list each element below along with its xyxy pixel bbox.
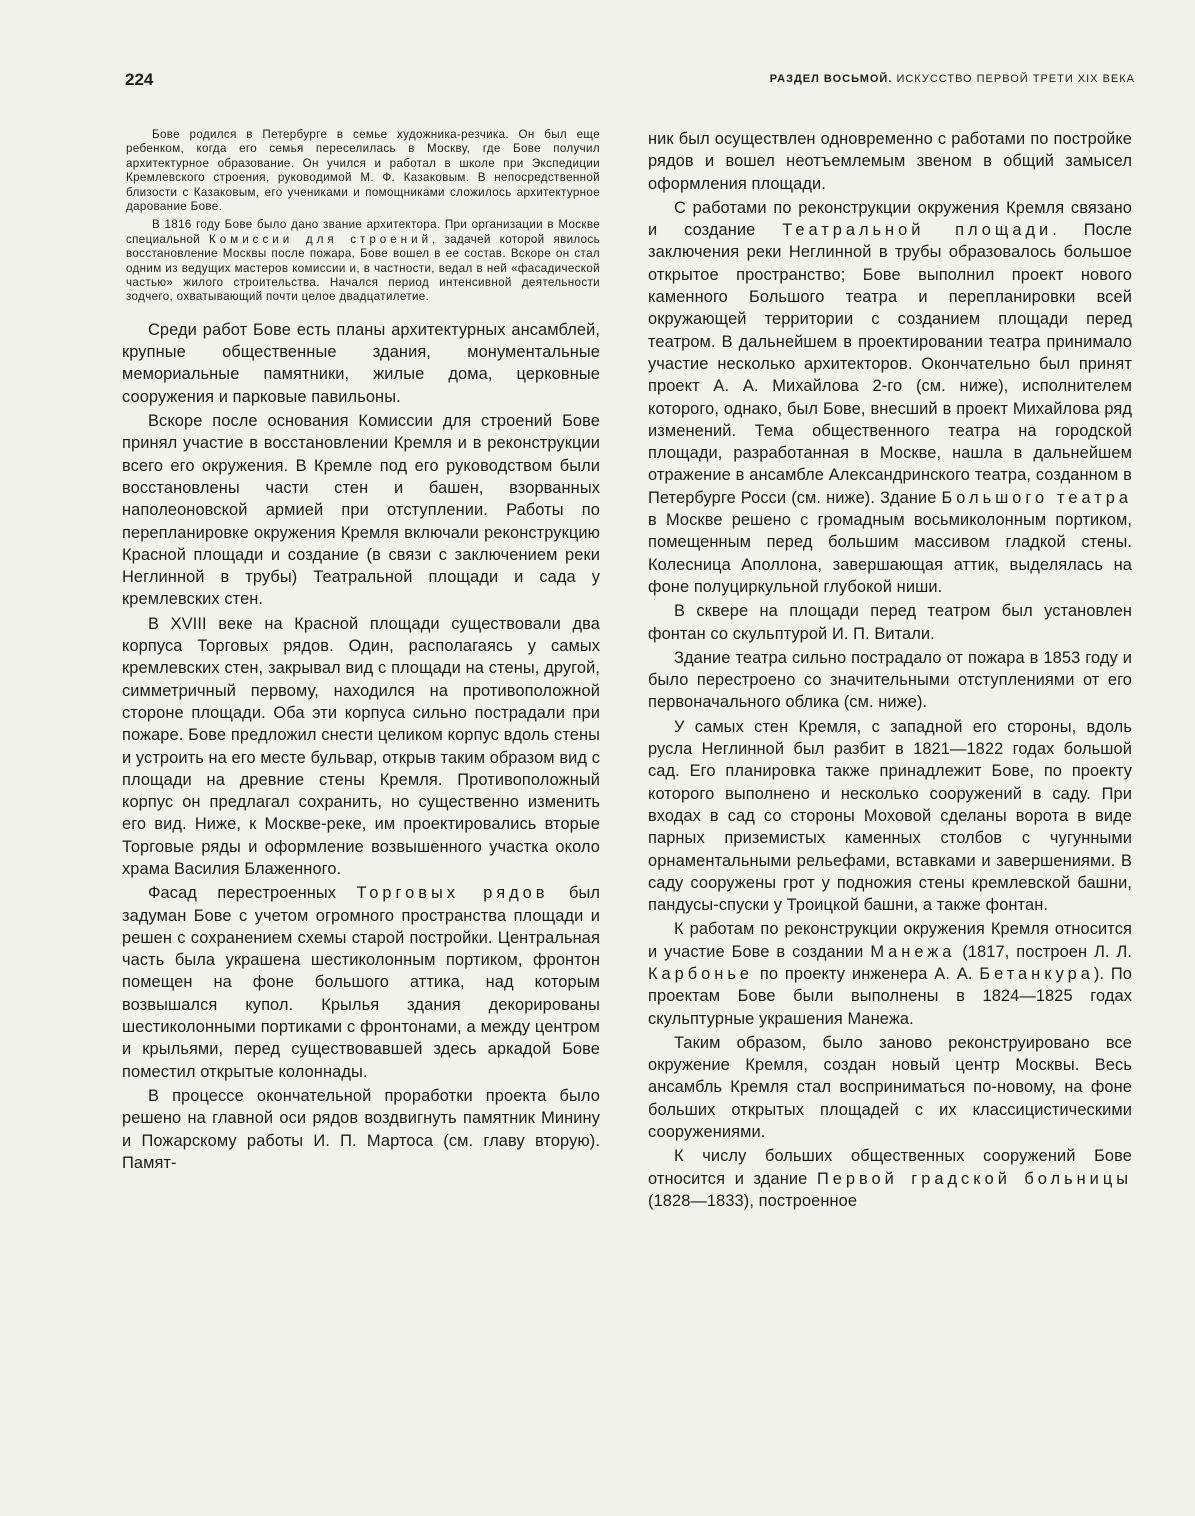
body-spaced-text: Торговых рядов [356, 884, 549, 903]
body-paragraph [648, 197, 1132, 598]
body-paragraph [122, 882, 600, 1083]
body-text: был задуман Бове с учетом огромного пространства площади и решен с сохранением схемы старой постройки. Центральная часть была украшена шестиколонным портиком, фронтон помещен на фоне большого аттика, над которым возвышался купол. Крылья здания декорированы шестиколонными портиками с фронтонами, а между центром и крыльями, перед существовавшей здесь аркадой Бове поместил открытые колоннады. [122, 884, 600, 1081]
note-text: , задачей которой явилось восстановление Москвы после пожара, Бове вошел в ее состав. Вскоре он стал одним из ведущих мастеров комиссии и, в частности, ведал в ней «фасадической частью» жилого строительства. Начался период интенсивной деятельности зодчего, охватывающий почти целое двадцатилетие. [126, 232, 600, 304]
body-text: С работами по реконструкции окружения Кремля связано и создание [648, 198, 1132, 240]
body-paragraph: У самых стен Кремля, с западной его стороны, вдоль русла Неглинной был разбит в 1821—1822 годах большой сад. Его планировка также принадлежит Бове, по проекту которого выполнено и несколько сооружений в саду. При входах в сад со стороны Моховой сделаны ворота в виде парных приземистых каменных столбов с чугунными орнаментальными рельефами, вставками и завершениями. В саду сооружены грот у подножия стены кремлевской башни, пандусы-спуски у Троицкой башни, а также фонтан. [648, 717, 1132, 915]
body-spaced-text: Бетанкура [979, 964, 1094, 983]
note-paragraph: Бове родился в Петербурге в семье художника-резчика. Он был еще ребенком, когда его семья переселилась в Москву, где Бове получил архитектурное образование. Он учился и работал в школе при Экспедиции Кремлевского строения, руководимой М. Ф. Казаковым. В непосредственной близости с Казаковым, его учениками и помощниками сложилось архитектурное дарование Бове. [126, 128, 600, 214]
body-paragraph: В процессе окончательной проработки проекта было решено на главной оси рядов воздвигнуть памятник Минину и Пожарскому работы И. П. Мартоса (см. главу вторую). Памят- [122, 1086, 600, 1172]
biography-note [122, 128, 600, 305]
body-text: (1817, построен Л. Л. [955, 942, 1132, 961]
section-title: ИСКУССТВО ПЕРВОЙ ТРЕТИ XIX ВЕКА [896, 73, 1135, 85]
body-text: К числу больших общественных сооружений Бове относится и здание [648, 1147, 1132, 1188]
body-text: в Москве решено с громадным восьмиколонным портиком, помещенным перед большим массивом гладкой стены. Колесница Аполлона, завершающая аттик, выделялась на фоне полуциркульной глубокой ниши. [648, 511, 1132, 596]
body-text: по проекту инженера А. А. [753, 964, 980, 983]
body-text: ). По проектам Бове были выполнены в 1824—1825 годах скульптурные украшения Манежа. [648, 964, 1133, 1028]
running-head [770, 73, 1135, 85]
body-paragraph [648, 1145, 1132, 1212]
body-paragraph: Таким образом, было заново реконструировано все окружение Кремля, создан новый центр Москвы. Весь ансамбль Кремля стал восприниматься по-новому, на фоне больших открытых площадей с их классицистическими сооружениями. [648, 1033, 1132, 1142]
body-spaced-text: Большого театра [941, 488, 1132, 507]
body-spaced-text: Первой градской больницы [816, 1169, 1132, 1188]
body-paragraph: Здание театра сильно пострадало от пожара в 1853 году и было перестроено со значительными отступлениями от его первоначального облика (см. ниже). [648, 648, 1132, 712]
body-spaced-text: Карбонье [648, 964, 753, 983]
body-text: К работам по реконструкции окружения Кремля относится и участие Бове в создании [648, 920, 1132, 961]
note-spaced-text: Комиссии для строений [209, 232, 433, 246]
page-number: 224 [125, 70, 154, 89]
body-spaced-text: Манежа [870, 942, 956, 961]
right-column [648, 128, 1132, 1212]
section-label: РАЗДЕЛ ВОСЬМОЙ. [769, 73, 893, 85]
body-paragraph: Вскоре после основания Комиссии для строений Бове принял участие в восстановлении Кремля и в реконструкции всего его окружения. В Кремле под его руководством были восстановлены части стен и башен, взорванных наполеоновской армией при отступлении. Работы по перепланировке окружения Кремля включали реконструкцию Красной площади и создание (в связи с заключением реки Неглинной в трубы) Театральной площади и сада у кремлевских стен. [122, 412, 600, 609]
body-text: (1828—1833), построенное [648, 1191, 858, 1210]
note-text: В 1816 году Бове было дано звание архитектора. При организации в Москве специальной [126, 218, 600, 246]
body-paragraph: Среди работ Бове есть планы архитектурных ансамблей, крупные общественные здания, монументальные мемориальные памятники, жилые дома, церковные сооружения и парковые павильоны. [122, 320, 600, 406]
note-paragraph [126, 218, 600, 304]
left-column [122, 128, 600, 1174]
body-paragraph: ник был осуществлен одновременно с работами по постройке рядов и вошел неотъемлемым звеном в общий замысел оформления площади. [648, 130, 1132, 193]
body-spaced-text: Театральной площади [782, 221, 1053, 240]
body-text: . После заключения реки Неглинной в трубы образовалось большое открытое пространство; Бове выполнил проект нового каменного Большого театра и перепланировки всей окружающей территории с созданием площади перед театром. В дальнейшем в проектировании театра принимало участие несколько архитекторов. Окончательно был принят проект А. А. Михайлова 2-го (см. ниже), исполнителем которого, однако, был Бове, внесший в проект Михайлова ряд изменений. Тема общественного театра на городской площади, разработанная в Москве, нашла в дальнейшем отражение в ансамбле Александринского театра, созданном в Петербурге Росси (см. ниже). Здание [648, 221, 1132, 507]
body-paragraph [648, 918, 1132, 1029]
body-paragraph: В XVIII веке на Красной площади существовали два корпуса Торговых рядов. Один, располагаясь у самых кремлевских стен, закрывал вид с площади на стены, другой, симметричный первому, находился на противоположной стороне площади. Оба эти корпуса сильно пострадали при пожаре. Бове предложил снести целиком корпус вдоль стены и устроить на его месте бульвар, открыв таким образом вид с площади на древние стены Кремля. Противоположный корпус он предлагал сохранить, но существенно изменить его вид. Ниже, к Москве-реке, им проектировались вторые Торговые ряды и оформление возвышенного участка около храма Василия Блаженного. [122, 614, 601, 878]
body-paragraph: В сквере на площади перед театром был установлен фонтан со скульптурой И. П. Витали. [648, 602, 1132, 643]
body-text: Фасад перестроенных [148, 884, 357, 903]
